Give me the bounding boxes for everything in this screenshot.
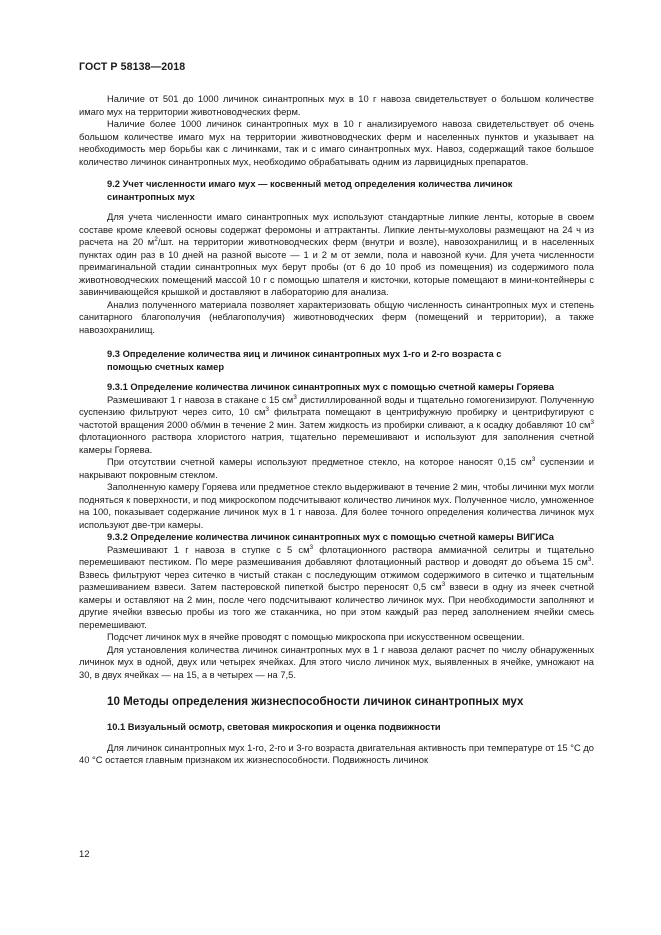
subsection-heading-9-3-2: 9.3.2 Определение количества личинок синантропных мух с помощью счетной камеры ВИГИСа	[107, 532, 554, 542]
paragraph: Для личинок синантропных мух 1-го, 2-го и 3-го возраста двигательная активность при температуре от 15 °С до 40 °С остается главным признаком их жизнеспособности. Подвижность личинок	[79, 742, 594, 765]
paragraph: Анализ полученного материала позволяет характеризовать общую численность синантропных мух и степень санитарного благополучия (неблагополучия) животноводческих ферм (помещений и территории), а также навозохранилищ.	[79, 299, 594, 335]
paragraph: При отсутствии счетной камеры используют предметное стекло, на которое наносят 0,15 $см^3$ суспензии и накрывают покровным стеклом.	[79, 456, 594, 480]
section-heading-9-3-cont: помощью счетных камер	[107, 361, 225, 372]
subsection-heading-9-3-1: 9.3.1 Определение количества личинок синантропных мух с помощью счетной камеры Горяева	[107, 382, 555, 392]
paragraph: Размешивают 1 г навоза в ступке с 5 $см^3$ флотационного раствора аммиачной селитры и тщательно перемешивают пестиком. По мере размешивания добавляют флотационный раствор и доводят до объема 15 $см^3$. Взвесь фильтруют через ситечко в чистый стакан с последующим отжимом содержимого в ситечко и тщательным размешиванием взвеси. Затем пастеровской пипеткой быстро переносят 0,5 $см^3$ взвеси в одну из ячеек счетной камеры и оставляют на 2 мин, после чего подсчитывают количество личинок мух. При необходимости заполняют и другие ячейки взвесью пробы из того же стаканчика, но при этом каждый раз перед заполнением ячейки смесь перемешивают.	[79, 543, 594, 630]
paragraph: Подсчет личинок мух в ячейке проводят с помощью микроскопа при искусственном освещении.	[107, 632, 525, 642]
paragraph: Заполненную камеру Горяева или предметное стекло выдерживают в течение 2 мин, чтобы личинки мух могли подняться к поверхности, и под микроскопом подсчитывают количество личинок мух. Полученное число, умноженное на 100, показывает содержание личинок мух в 1 г навоза. Для более точного определения количества личинок мух используют две-три камеры.	[79, 482, 594, 530]
document-body	[79, 93, 594, 767]
paragraph: Наличие более 1000 личинок синантропных мух в 10 г анализируемого навоза свидетельствует об очень большом количестве имаго мух на территории животноводческих ферм и населенных пунктов и указывает на необходимость мер борьбы как с личинками, так и с имаго синантропных мух. Навоз, содержащий такое большое количество личинок синантропных мух, необходимо обрабатывать одним из ларвицидных препаратов.	[79, 119, 594, 167]
document-header: ГОСТ Р 58138—2018	[79, 61, 186, 73]
subsection-heading-10-1: 10.1 Визуальный осмотр, световая микроскопия и оценка подвижности	[107, 722, 441, 732]
section-heading-9-3: 9.3 Определение количества яиц и личинок синантропных мух 1-го и 2-го возраста с	[107, 349, 502, 359]
paragraph: Размешивают 1 г навоза в стакане с 15 $см^3$ дистиллированной воды и тщательно гомогенизируют. Полученную суспензию фильтруют через сито, 10 $см^3$ фильтрата помещают в центрифужную пробирку и центрифугируют с частотой вращения 2000 об/мин в течение 2 мин. Затем жидкость из пробирки сливают, а к осадку добавляют 10 $см^3$ флотационного раствора хлористого натрия, тщательно перемешивают и используют для заполнения счетной камеры Горяева.	[79, 393, 594, 455]
paragraph: Для учета численности имаго синантропных мух используют стандартные липкие ленты, которые в своем составе кроме клеевой основы содержат феромоны и аттрактанты. Липкие ленты-мухоловы размещают на 24 ч из расчета на 20 $м^2/шт$. на территории животноводческих ферм (внутри и возле), навозохранилищ и в населенных пунктах один раз в 10 дней на разной высоте — 1 и 2 м от земли, пола и навозной кучи. Для учета численности преимагинальной стадии синантропных мух берут пробы (от 6 до 10 проб из помещения) из содержимого пола животноводческих помещений массой 10 г с помощью шпателя и кисточки, которые помещают в мини-контейнеры с завинчивающейся крышкой и доставляют в лабораторию для анализа.	[79, 212, 594, 297]
section-heading-9-2: 9.2 Учет численности имаго мух — косвенный метод определения количества личинок	[107, 179, 513, 189]
page-number: 12	[79, 849, 90, 860]
section-heading-10: 10 Методы определения жизнеспособности личинок синантропных мух	[107, 695, 524, 708]
paragraph: Наличие от 501 до 1000 личинок синантропных мух в 10 г навоза свидетельствует о большом количестве имаго мух на территории животноводческих ферм.	[79, 94, 594, 117]
paragraph: Для установления количества личинок синантропных мух в 1 г навоза делают расчет по числу обнаруженных личинок мух в одной, двух или четырех ячейках. Для этого число личинок мух, выявленных в ячейке, умножают на 30, в двух ячейках — на 15, а в четырех — на 7,5.	[79, 644, 594, 680]
section-heading-9-2-cont: синантропных мух	[107, 191, 195, 202]
